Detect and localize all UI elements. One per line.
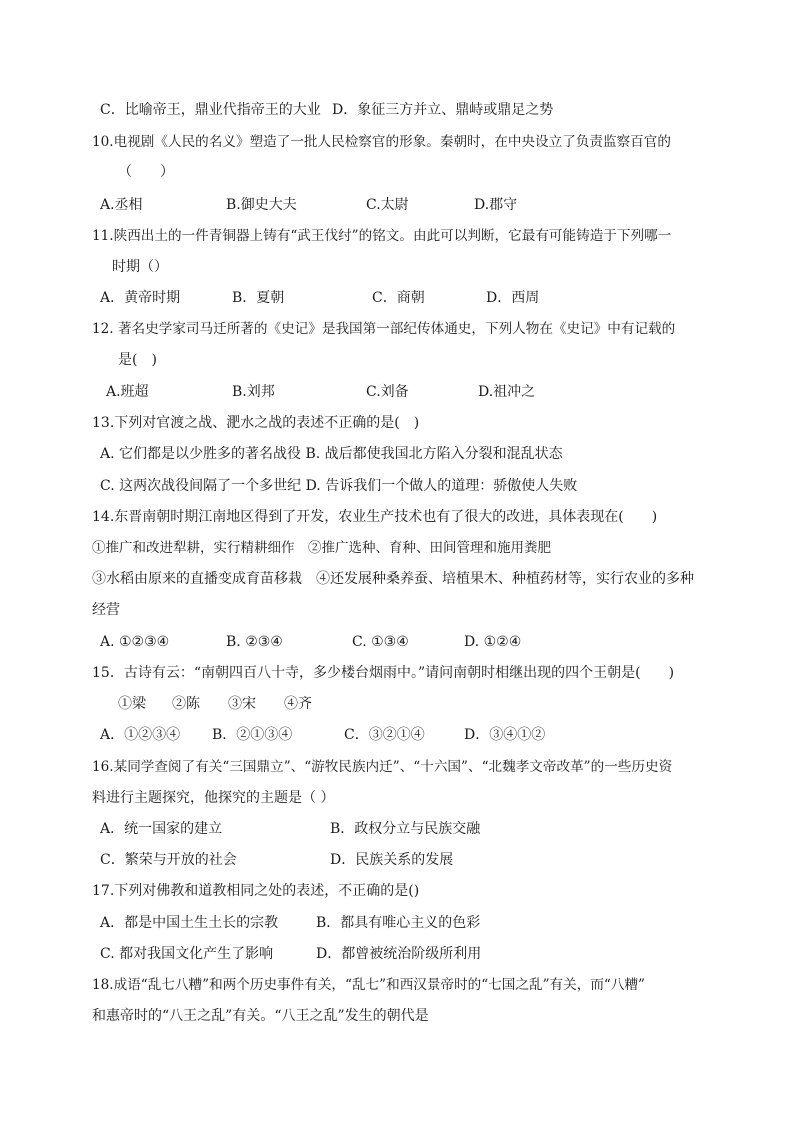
q15-item-2: ②陈 [172, 696, 200, 712]
q10-option-d: D.郡守 [474, 197, 518, 213]
q15-option-a: A．①②③④ [100, 727, 181, 743]
q10-option-a: A.丞相 [100, 197, 143, 213]
q17-option-b: B．都具有唯心主义的色彩 [316, 915, 481, 931]
q14-items-3-4: ③水稻由原来的直播变成育苗移栽 ④还发展种桑养蚕、培植果木、种植药材等，实行农业的多种 [92, 571, 694, 587]
q12-option-d: D.祖冲之 [478, 384, 536, 400]
q12-option-a: A.班超 [106, 384, 149, 400]
q13-options-ab: A. 它们都是以少胜多的著名战役 B. 战后都使我国北方陷入分裂和混乱状态 [100, 446, 563, 462]
q16-option-b: B．政权分立与民族交融 [330, 821, 481, 837]
q18-stem-line-2: 和惠帝时的“八王之乱”有关。“八王之乱”发生的朝代是 [92, 1008, 429, 1024]
q14-option-d: D. ①②④ [464, 634, 522, 650]
q15-item-3: ③宋 [228, 696, 256, 712]
q12-stem-line-1: 12. 著名史学家司马迁所著的《史记》是我国第一部纪传体通史，下列人物在《史记》中有记载的 [92, 321, 676, 337]
q9-option-c: C．比喻帝王，鼎业代指帝王的大业 [100, 102, 321, 118]
q15-option-d: D．③④①② [464, 727, 546, 743]
q12-option-c: C.刘备 [366, 384, 409, 400]
q15-item-1: ①梁 [118, 696, 146, 712]
q9-option-d: D．象征三方并立、鼎峙或鼎足之势 [332, 102, 554, 118]
q15-option-b: B．②①③④ [212, 727, 293, 743]
q14-stem: 14.东晋南朝时期江南地区得到了开发，农业生产技术也有了很大的改进，具体表现在( ) [92, 509, 658, 525]
q18-stem-line-1: 18.成语“乱七八糟”和两个历史事件有关，“乱七”和西汉景帝时的“七国之乱”有关，而“八糟” [92, 977, 645, 993]
q16-stem-line-1: 16.某同学查阅了有关“三国鼎立”、“游牧民族内迁”、“十六国”、“北魏孝文帝改革”的一些历史资 [92, 759, 673, 775]
q17-option-d: D．都曾被统治阶级所利用 [316, 946, 482, 962]
q14-items-1-2: ①推广和改进犁耕，实行精耕细作 ②推广选种、育种、田间管理和施用粪肥 [92, 540, 551, 556]
q11-option-c: C．商朝 [372, 290, 425, 306]
q15-stem: 15．古诗有云：“南朝四百八十寺，多少楼台烟雨中。”请问南朝时相继出现的四个王朝是( ) [92, 665, 675, 681]
q11-option-b: B．夏朝 [232, 290, 285, 306]
q10-stem-line-1: 10.电视剧《人民的名义》塑造了一批人民检察官的形象。秦朝时，在中央设立了负责监察百官的 [92, 134, 671, 150]
q11-option-a: A．黄帝时期 [100, 290, 181, 306]
q10-option-c: C.太尉 [366, 197, 409, 213]
q15-option-c: C．③②①④ [344, 727, 425, 743]
q16-option-d: D．民族关系的发展 [330, 852, 454, 868]
q11-stem-line-1: 11.陕西出土的一件青铜器上铸有“武王伐纣”的铭文。由此可以判断，它最有可能铸造于下列哪一 [92, 228, 672, 244]
q10-option-b: B.御史大夫 [226, 197, 297, 213]
q12-stem-line-2: 是( ) [118, 352, 157, 368]
q10-stem-line-2: （ ） [118, 164, 174, 180]
q17-option-a: A．都是中国土生土长的宗教 [100, 915, 279, 931]
q14-items-3-4-cont: 经营 [92, 602, 120, 618]
q15-item-4: ④齐 [284, 696, 312, 712]
q16-stem-line-2: 料进行主题探究，他探究的主题是（ ） [92, 790, 335, 806]
q16-option-c: C．繁荣与开放的社会 [100, 852, 237, 868]
q14-option-c: C. ①③④ [352, 634, 409, 650]
q16-option-a: A．统一国家的建立 [100, 821, 223, 837]
q13-options-cd: C. 这两次战役间隔了一个多世纪 D. 告诉我们一个做人的道理：骄傲使人失败 [100, 478, 578, 494]
q11-stem-line-2: 时期（） [112, 259, 168, 275]
q12-option-b: B.刘邦 [232, 384, 275, 400]
q14-option-a: A. ①②③④ [100, 634, 170, 650]
q11-option-d: D．西周 [486, 290, 540, 306]
q17-option-c: C. 都对我国文化产生了影响 [100, 946, 274, 962]
q14-option-b: B. ②③④ [226, 634, 283, 650]
q17-stem: 17.下列对佛教和道教相同之处的表述，不正确的是() [92, 883, 420, 899]
q13-stem: 13.下列对官渡之战、淝水之战的表述不正确的是( ) [92, 415, 420, 431]
